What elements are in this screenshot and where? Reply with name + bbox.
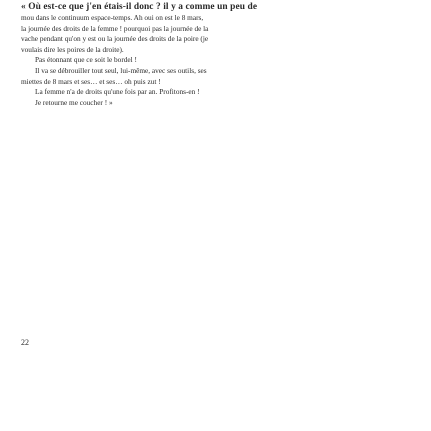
text-line: vache pendant qu'on y est ou la journée des droits de la poire (je: [21, 34, 209, 44]
page-number: 22: [21, 338, 29, 347]
text-line: voulais dire les poires de la droite).: [21, 44, 124, 54]
text-line: miettes de 8 mars et ses… et ses… oh puis zut !: [21, 76, 161, 86]
text-line: La femme n'a de droits qu'une fois par an. Profitons-en !: [35, 87, 200, 97]
text-line: Il va se débrouiller tout seul, lui-même, avec ses outils, ses: [35, 65, 207, 75]
text-line: mou dans le continuum espace-temps. Ah oui on est le 8 mars,: [21, 13, 204, 22]
text-line: « Où est-ce que j'en étais-il donc ? il y a comme un peu de: [21, 2, 258, 12]
text-line: Je retourne me coucher ! »: [35, 97, 113, 107]
text-line: Pas étonnant que ce soit le bordel !: [35, 55, 137, 65]
body-text: [21, 1, 421, 108]
text-line: la journée des droits de la femme ! pourquoi pas la journée de la: [21, 23, 209, 33]
